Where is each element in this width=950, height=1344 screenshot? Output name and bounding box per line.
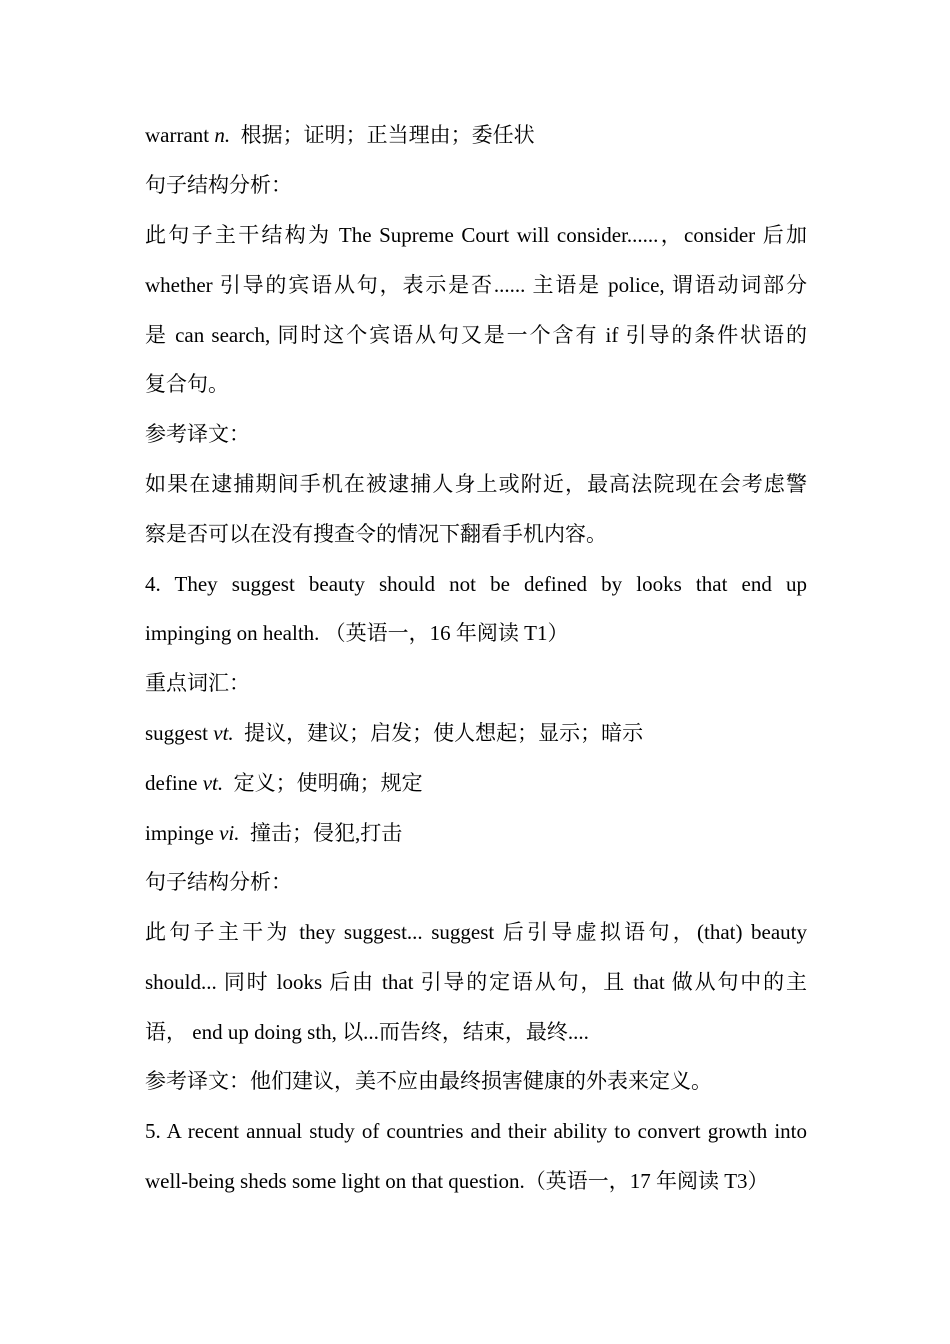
- vocab-definition: 根据；证明；正当理由；委任状: [240, 123, 535, 147]
- vocab-pos: vi.: [219, 821, 240, 845]
- vocab-entry-suggest: [145, 718, 807, 748]
- vocab-word: suggest: [145, 721, 208, 745]
- vocab-definition: 撞击；侵犯,打击: [249, 821, 403, 845]
- analysis-line: 此句子主干为 they suggest... suggest 后引导虚拟语句，(that) beauty: [145, 920, 807, 944]
- vocab-entry-impinge: [145, 818, 807, 848]
- example-sentence-5-cont: well-being sheds some light on that question.（英语一，17 年阅读 T3）: [145, 1169, 769, 1193]
- analysis-line: 复合句。: [145, 372, 229, 396]
- vocab-word: impinge: [145, 821, 214, 845]
- example-sentence-4-cont: impinging on health. （英语一，16 年阅读 T1）: [145, 621, 569, 645]
- analysis-line: 此句子主干结构为 The Supreme Court will consider......，consider 后加: [145, 223, 807, 247]
- vocab-definition: 提议，建议；启发；使人想起；显示；暗示: [244, 721, 644, 745]
- analysis-line: whether 引导的宾语从句，表示是否...... 主语是 police, 谓语动词部分: [145, 273, 807, 297]
- vocab-entry-warrant: [145, 120, 807, 150]
- example-sentence-5: 5. A recent annual study of countries and their ability to convert growth into: [145, 1119, 807, 1143]
- example-sentence-4: 4. They suggest beauty should not be defined by looks that end up: [145, 572, 807, 596]
- vocab-pos: n.: [214, 123, 231, 147]
- vocab-pos: vt.: [213, 721, 234, 745]
- structure-heading: 句子结构分析：: [145, 173, 292, 197]
- translation-line: 察是否可以在没有搜查令的情况下翻看手机内容。: [145, 522, 607, 546]
- analysis-line: should... 同时 looks 后由 that 引导的定语从句，且 that 做从句中的主: [145, 970, 807, 994]
- translation-line: 参考译文：他们建议，美不应由最终损害健康的外表来定义。: [145, 1069, 712, 1093]
- vocab-definition: 定义；使明确；规定: [233, 771, 423, 795]
- analysis-line: 语， end up doing sth, 以...而告终，结束，最终....: [145, 1020, 589, 1044]
- analysis-line: 是 can search, 同时这个宾语从句又是一个含有 if 引导的条件状语的: [145, 323, 807, 347]
- translation-line: 如果在逮捕期间手机在被逮捕人身上或附近，最高法院现在会考虑警: [145, 472, 807, 496]
- vocab-pos: vt.: [202, 771, 224, 795]
- structure-heading: 句子结构分析：: [145, 870, 292, 894]
- vocab-word: define: [145, 771, 198, 795]
- vocab-entry-define: [145, 768, 807, 798]
- vocab-heading: 重点词汇：: [145, 671, 250, 695]
- vocab-word: warrant: [145, 123, 210, 147]
- translation-heading: 参考译文：: [145, 422, 250, 446]
